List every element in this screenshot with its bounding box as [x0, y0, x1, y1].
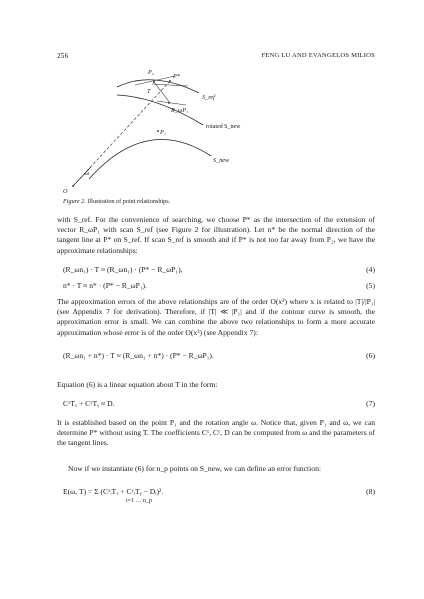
paragraph-2: The approximation errors of the above relationships are of the order O(x²) where x is related to |T|/|P₁| (see Appendix 7 for derivation). Therefore, if |T| ≪ |P₁| and if the contour curve is smooth, the approximation error is small. We can combine the above two relationships to form a more accurate approximation whose error is of the order O(x³) (see Appendix 7): — [57, 297, 375, 337]
paragraph-1: with S_ref. For the convenience of searching, we choose P* as the intersection of the extension of vector R_ωP₁ with scan S_ref (see Figure 2 for illustration). Let n* be the normal direction of the tangent line at P* on S_ref. If scan S_ref is smooth and if P* is not too far away from P₂, we have the approximate relationships: — [57, 215, 375, 255]
point-p2 — [153, 81, 155, 83]
figure-caption — [63, 198, 170, 205]
figure-diagram — [57, 62, 257, 197]
equation-6 — [63, 351, 375, 362]
point-pstar — [169, 80, 171, 82]
equation-6-number: (6) — [366, 351, 375, 360]
equation-7 — [63, 399, 375, 410]
equation-5-body: n* · T ≈ n* · (P* − R_ωP₁). — [63, 281, 147, 290]
equation-8-body: E(ω, T) = Σ (CˣᵢTₓ + CʸᵢTᵧ − Dᵢ)². — [63, 487, 164, 496]
label-t: T — [147, 88, 151, 95]
label-p2: P₂ — [148, 69, 154, 76]
equation-8-number: (8) — [366, 487, 375, 496]
label-s-new: S_new — [213, 157, 230, 164]
label-origin: O — [63, 188, 68, 195]
equation-7-number: (7) — [366, 399, 375, 408]
point-origin — [72, 185, 74, 187]
curve-rotated-s-new — [117, 95, 203, 125]
running-head: FENG LU AND EVANGELOS MILIOS — [261, 52, 375, 59]
point-rwp1 — [168, 102, 170, 104]
label-p1: P₁ — [160, 129, 166, 136]
paragraph-3: Equation (6) is a linear equation about T in the form: — [57, 380, 218, 389]
label-rwp1: R_ωP₁ — [171, 107, 189, 114]
tangent-pstar — [152, 84, 188, 86]
figure-2 — [57, 62, 257, 197]
equation-5 — [63, 281, 375, 292]
caption-text: Illustration of point relationships. — [87, 198, 171, 205]
curve-s-ref — [117, 80, 199, 93]
paragraph-4: It is established based on the point P₁ and the rotation angle ω. Notice that, given P₁ and ω, we can determine P* without using T. The coefficients Cˣ, Cʸ, D can be computed from ω and the parameters of the tangent lines. — [57, 418, 375, 448]
page-number: 256 — [57, 52, 69, 60]
vector-t — [154, 82, 170, 103]
curve-s-new — [89, 140, 211, 179]
label-rotated-s-new: rotated S_new — [206, 124, 241, 130]
equation-4-body: (R_ωn₁) · T ≈ (R_ωn₁) · (P* − R_ωP₁), — [63, 265, 183, 274]
equation-8 — [63, 487, 375, 498]
caption-label: Figure 2. — [63, 198, 86, 205]
label-omega: ω — [85, 170, 90, 177]
equation-4 — [63, 265, 375, 276]
paragraph-5: Now if we instantiate (6) for n_p points on S_new, we can define an error function: — [68, 464, 321, 473]
label-s-ref: S_ref — [202, 94, 215, 101]
equation-6-body: (R_ωn₁ + n*) · T ≈ (R_ωn₁ + n*) · (P* − R_ωP₁). — [63, 351, 214, 360]
equation-7-body: CˣTₓ + CʸTᵧ ≈ D. — [63, 399, 115, 408]
point-p1 — [157, 130, 159, 132]
equation-4-number: (4) — [366, 265, 375, 274]
equation-5-number: (5) — [366, 281, 375, 290]
sum-limits: i=1 … n_p — [126, 498, 153, 504]
label-pstar: P* — [173, 73, 180, 80]
